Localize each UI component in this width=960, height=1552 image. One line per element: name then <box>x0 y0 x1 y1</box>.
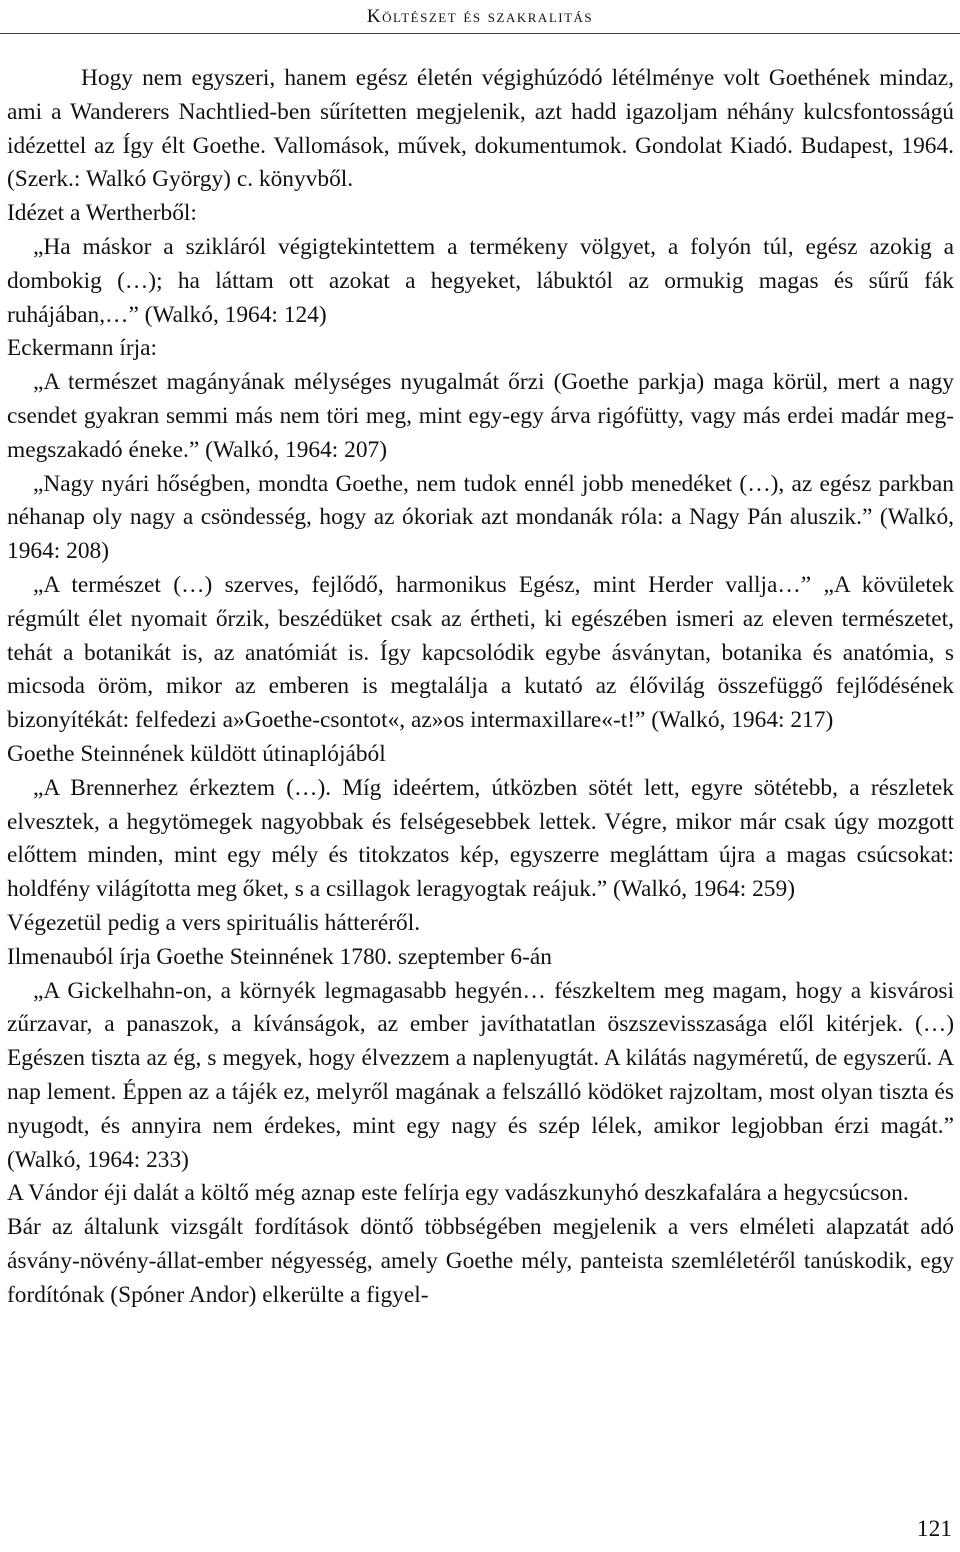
body-text <box>7 62 954 1312</box>
quotation-paragraph: „A természet (…) szerves, fejlődő, harmonikus Egész, mint Herder vallja…” „A kövületek régmúlt élet nyomait őrzik, beszédüket csak az értheti, ki egészében ismeri az eleven természetet, tehát a botanikát is, az anatómiát is. Így kapcsolódik egybe ásványtan, botanika és anatómia, s micsoda öröm, mikor az emberen is megtalálja a kutató az élővilág összefüggő fejlődésének bizonyítékát: felfedezi a»Goethe-csontot«, az»os intermaxillare«-t!” (Walkó, 1964: 217) <box>7 571 954 734</box>
quotation-paragraph: „A Gickelhahn-on, a környék legmagasabb hegyén… fészkeltem meg magam, hogy a kisvárosi zűrzavar, a panaszok, a kívánságok, az ember javíthatatlan öszszevisszasága elől kitérjek. (…) Egészen tiszta az ég, s megyek, hogy élvezzem a naplenyugtát. A kilátás nagyméretű, de egyszerű. A nap lement. Éppen az a tájék ez, melyről magának a felszálló ködöket rajzoltam, most olyan tiszta és nyugodt, és annyira nem érdekes, mint egy nagy és szép lélek, amikor legjobban érzi magát.” (Walkó, 1964: 233) <box>7 977 954 1173</box>
text-paragraph: Idézet a Wertherből: <box>7 200 197 227</box>
text-paragraph: Végezetül pedig a vers spirituális hátteréről. <box>7 909 421 936</box>
text-paragraph: Ilmenauból írja Goethe Steinnének 1780. szeptember 6-án <box>7 943 552 970</box>
quotation-paragraph: „Ha máskor a szikláról végigtekintettem a termékeny völgyet, a folyón túl, egész azokig a dombokig (…); ha láttam ott azokat a hegyeket, lábuktól az ormukig magas és sűrű fák ruhájában,…” (Walkó, 1964: 124) <box>7 233 954 328</box>
header-rule <box>0 33 960 34</box>
text-paragraph: Bár az általunk vizsgált fordítások döntő többségében megjelenik a vers elméleti alapzatát adó ásvány-növény-állat-ember négyesség, amely Goethe mély, panteista szemléletéről tanúskodik, egy fordítónak (Spóner Andor) elkerülte a figyel- <box>7 1214 954 1308</box>
running-head: Költészet és szakralitás <box>366 6 594 27</box>
text-paragraph: Eckermann írja: <box>7 335 158 362</box>
quotation-paragraph: „A természet magányának mélységes nyugalmát őrzi (Goethe parkja) maga körül, mert a nagy csendet gyakran semmi más nem töri meg, mint egy-egy árva rigófütty, vagy más erdei madár meg-megszakadó éneke.” (Walkó, 1964: 207) <box>7 369 954 463</box>
text-paragraph: A Vándor éji dalát a költő még aznap este felírja egy vadászkunyhó deszkafalára a hegycsúcson. <box>7 1180 909 1207</box>
text-paragraph: Hogy nem egyszeri, hanem egész életén végighúzódó létélménye volt Goethének mindaz, ami a Wanderers Nachtlied-ben sűrítetten megjelenik, azt hadd igazoljam néhány kulcsfontosságú idézettel az Így élt Goethe. Vallomások, művek, dokumentumok. Gondolat Kiadó. Budapest, 1964. (Szerk.: Walkó György) c. könyvből. <box>7 65 954 193</box>
quotation-paragraph: „Nagy nyári hőségben, mondta Goethe, nem tudok ennél jobb menedéket (…), az egész parkban néhanap oly nagy a csöndesség, hogy az ókoriak azt mondanák róla: a Nagy Pán aluszik.” (Walkó, 1964: 208) <box>7 470 954 565</box>
text-paragraph: Goethe Steinnének küldött útinaplójából <box>7 740 386 767</box>
quotation-paragraph: „A Brennerhez érkeztem (…). Míg ideértem, útközben sötét lett, egyre sötétebb, a részletek elvesztek, a hegytömegek nagyobbak és felségesebbek lettek. Végre, mikor már csak úgy mozgott előttem minden, mint egy mély és titokzatos kép, egyszerre megláttam újra a magas csúcsokat: holdfény világította meg őket, s a csillagok leragyogtak reájuk.” (Walkó, 1964: 259) <box>7 774 954 903</box>
page-number: 121 <box>916 1516 952 1542</box>
